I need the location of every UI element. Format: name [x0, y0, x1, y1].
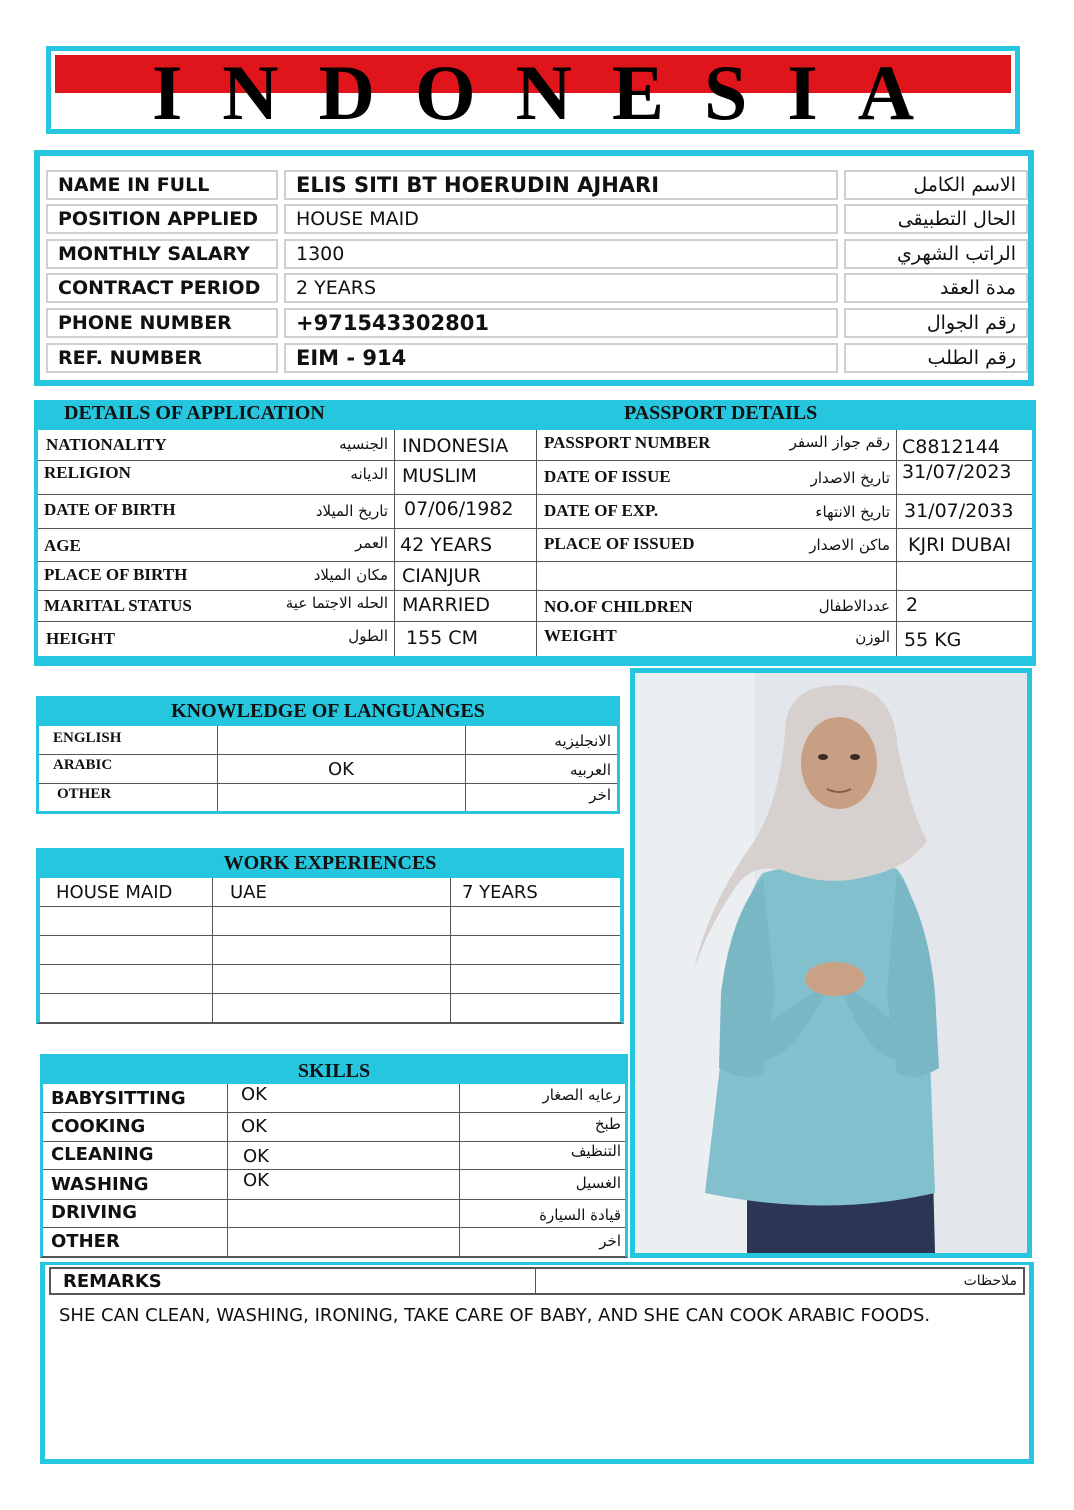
children-label-ar: عددالاطفال: [818, 597, 890, 615]
birth-place-label-ar: مكان الميلاد: [313, 566, 388, 584]
skill-label-ar: التنظيف: [570, 1142, 621, 1160]
personal-row: [46, 308, 1022, 338]
work-experience-heading: WORK EXPERIENCES: [36, 848, 624, 878]
name-value: ELIS SITI BT HOERUDIN AJHARI: [284, 170, 838, 200]
age-label-ar: العمر: [355, 534, 388, 552]
children-value: 2: [906, 594, 919, 616]
skill-label: OTHER: [51, 1231, 120, 1252]
issue-date-label-ar: تاريخ الاصدار: [810, 469, 890, 487]
passport-number-value: C8812144: [902, 436, 1000, 458]
remarks-label-ar: ملاحظات: [963, 1273, 1017, 1289]
ref-value: EIM - 914: [284, 343, 838, 373]
languages-table: [36, 726, 620, 814]
salary-label-ar: الراتب الشهري: [844, 239, 1028, 269]
position-label: POSITION APPLIED: [46, 204, 278, 234]
language-value: OK: [328, 759, 354, 780]
position-value: HOUSE MAID: [284, 204, 838, 234]
issue-date-value: 31/07/2023: [902, 461, 1012, 483]
work-row: [40, 994, 620, 1022]
birth-place-value: CIANJUR: [402, 565, 481, 587]
weight-value: 55 KG: [904, 629, 962, 651]
work-country: UAE: [230, 882, 267, 903]
religion-label: RELIGION: [44, 463, 131, 482]
language-label-ar: العربيه: [570, 761, 611, 779]
contract-label: CONTRACT PERIOD: [46, 273, 278, 303]
languages-section: [36, 696, 620, 816]
skills-section: [40, 1054, 628, 1260]
religion-value: MUSLIM: [402, 465, 477, 487]
skill-row: [43, 1170, 625, 1200]
skill-label: BABYSITTING: [51, 1088, 186, 1109]
children-label: NO.OF CHILDREN: [544, 597, 693, 616]
remarks-label: REMARKS: [63, 1271, 162, 1292]
work-row: [40, 936, 620, 965]
skill-label: WASHING: [51, 1174, 149, 1195]
nationality-value: INDONESIA: [402, 435, 509, 457]
details-row: [38, 529, 1032, 562]
weight-label: WEIGHT: [544, 626, 617, 645]
marital-value: MARRIED: [402, 594, 491, 616]
details-row: [38, 461, 1032, 495]
salary-value: 1300: [284, 239, 838, 269]
issue-date-label: DATE OF ISSUE: [544, 467, 671, 486]
skill-label-ar: رعايه الصغار: [542, 1086, 621, 1104]
religion-label-ar: الديانه: [350, 465, 388, 483]
skill-label-ar: طبخ: [594, 1115, 621, 1133]
language-row: [39, 755, 617, 784]
work-experience-table: [36, 878, 624, 1024]
remarks-header: [49, 1267, 1025, 1295]
weight-label-ar: الوزن: [855, 628, 890, 646]
remarks-text: SHE CAN CLEAN, WASHING, IRONING, TAKE CARE OF BABY, AND SHE CAN COOK ARABIC FOODS.: [59, 1305, 931, 1326]
age-value: 42 YEARS: [400, 534, 493, 556]
work-experience-section: [36, 848, 624, 1026]
details-row: [38, 495, 1032, 529]
language-row: [39, 784, 617, 812]
name-label: NAME IN FULL: [46, 170, 278, 200]
language-label-ar: اخر: [589, 786, 611, 804]
details-box: [34, 400, 1036, 666]
birth-date-label: DATE OF BIRTH: [44, 500, 176, 519]
skills-heading: SKILLS: [40, 1054, 628, 1084]
expiry-date-label: DATE OF EXP.: [544, 501, 659, 520]
language-label: ENGLISH: [53, 730, 122, 746]
contract-label-ar: مدة العقد: [844, 273, 1028, 303]
skill-label-ar: اخر: [599, 1232, 621, 1250]
details-row: [38, 562, 1032, 591]
photo-image: [635, 673, 1027, 1253]
remarks-box: [40, 1262, 1034, 1464]
skill-label-ar: قيادة السيارة: [539, 1206, 621, 1224]
personal-row: [46, 239, 1022, 269]
phone-label-ar: رقم الجوال: [844, 308, 1028, 338]
work-position: HOUSE MAID: [56, 882, 173, 903]
application-details-heading: DETAILS OF APPLICATION: [64, 402, 325, 424]
work-row: [40, 965, 620, 994]
language-label: OTHER: [57, 786, 112, 802]
marital-label-ar: الحله الاجتما عية: [285, 594, 388, 612]
skill-row: [43, 1228, 625, 1256]
contract-value: 2 YEARS: [284, 273, 838, 303]
skill-row: [43, 1142, 625, 1170]
skill-label-ar: الغسيل: [575, 1174, 621, 1192]
skill-value: OK: [241, 1116, 267, 1137]
ref-label: REF. NUMBER: [46, 343, 278, 373]
country-banner: [46, 46, 1020, 134]
phone-value: +971543302801: [284, 308, 838, 338]
country-title: INDONESIA: [151, 49, 955, 136]
personal-info-box: [34, 150, 1034, 386]
details-row: [38, 622, 1032, 655]
place-issued-value: KJRI DUBAI: [908, 534, 1012, 556]
skill-value: OK: [241, 1084, 267, 1105]
birth-date-value: 07/06/1982: [404, 498, 514, 520]
age-label: AGE: [44, 536, 81, 555]
skill-row: [43, 1084, 625, 1113]
passport-details-heading: PASSPORT DETAILS: [624, 402, 818, 424]
skill-value: OK: [243, 1170, 269, 1191]
place-issued-label-ar: ماكن الاصدار: [809, 536, 890, 554]
height-label-ar: الطول: [348, 627, 388, 645]
skill-label: DRIVING: [51, 1202, 137, 1223]
expiry-date-label-ar: تاريخ الانتهاء: [815, 503, 890, 521]
ref-label-ar: رقم الطلب: [844, 343, 1028, 373]
nationality-label: NATIONALITY: [46, 435, 167, 454]
work-period: 7 YEARS: [462, 882, 538, 903]
place-issued-label: PLACE OF ISSUED: [544, 534, 695, 553]
language-label-ar: الانجليزيه: [554, 732, 611, 750]
skill-label: COOKING: [51, 1116, 146, 1137]
phone-label: PHONE NUMBER: [46, 308, 278, 338]
language-row: [39, 726, 617, 755]
personal-row: [46, 204, 1022, 234]
details-row: [38, 591, 1032, 622]
personal-row: [46, 170, 1022, 200]
work-row: [40, 907, 620, 936]
birth-place-label: PLACE OF BIRTH: [44, 565, 188, 584]
personal-row: [46, 343, 1022, 373]
remarks-divider: [535, 1269, 536, 1293]
salary-label: MONTHLY SALARY: [46, 239, 278, 269]
passport-number-label: PASSPORT NUMBER: [544, 433, 711, 452]
position-label-ar: الحال التطبيقى: [844, 204, 1028, 234]
skills-table: [40, 1084, 628, 1258]
passport-number-label-ar: رقم جواز السفر: [789, 433, 890, 451]
skill-row: [43, 1200, 625, 1228]
skill-row: [43, 1113, 625, 1142]
person-illustration: [635, 673, 1027, 1253]
height-label: HEIGHT: [46, 629, 115, 648]
languages-heading: KNOWLEDGE OF LANGUANGES: [36, 696, 620, 726]
birth-date-label-ar: تاريخ الميلاد: [315, 502, 388, 520]
candidate-photo: [630, 668, 1032, 1258]
work-row: [40, 878, 620, 907]
height-value: 155 CM: [406, 627, 478, 649]
name-label-ar: الاسم الكامل: [844, 170, 1028, 200]
expiry-date-value: 31/07/2033: [904, 500, 1014, 522]
nationality-label-ar: الجنسيه: [339, 435, 388, 453]
language-label: ARABIC: [53, 757, 113, 773]
details-grid: [38, 430, 1032, 656]
skill-value: OK: [243, 1146, 269, 1167]
details-row: [38, 430, 1032, 461]
personal-row: [46, 273, 1022, 303]
skill-label: CLEANING: [51, 1144, 154, 1165]
marital-label: MARITAL STATUS: [44, 596, 192, 615]
